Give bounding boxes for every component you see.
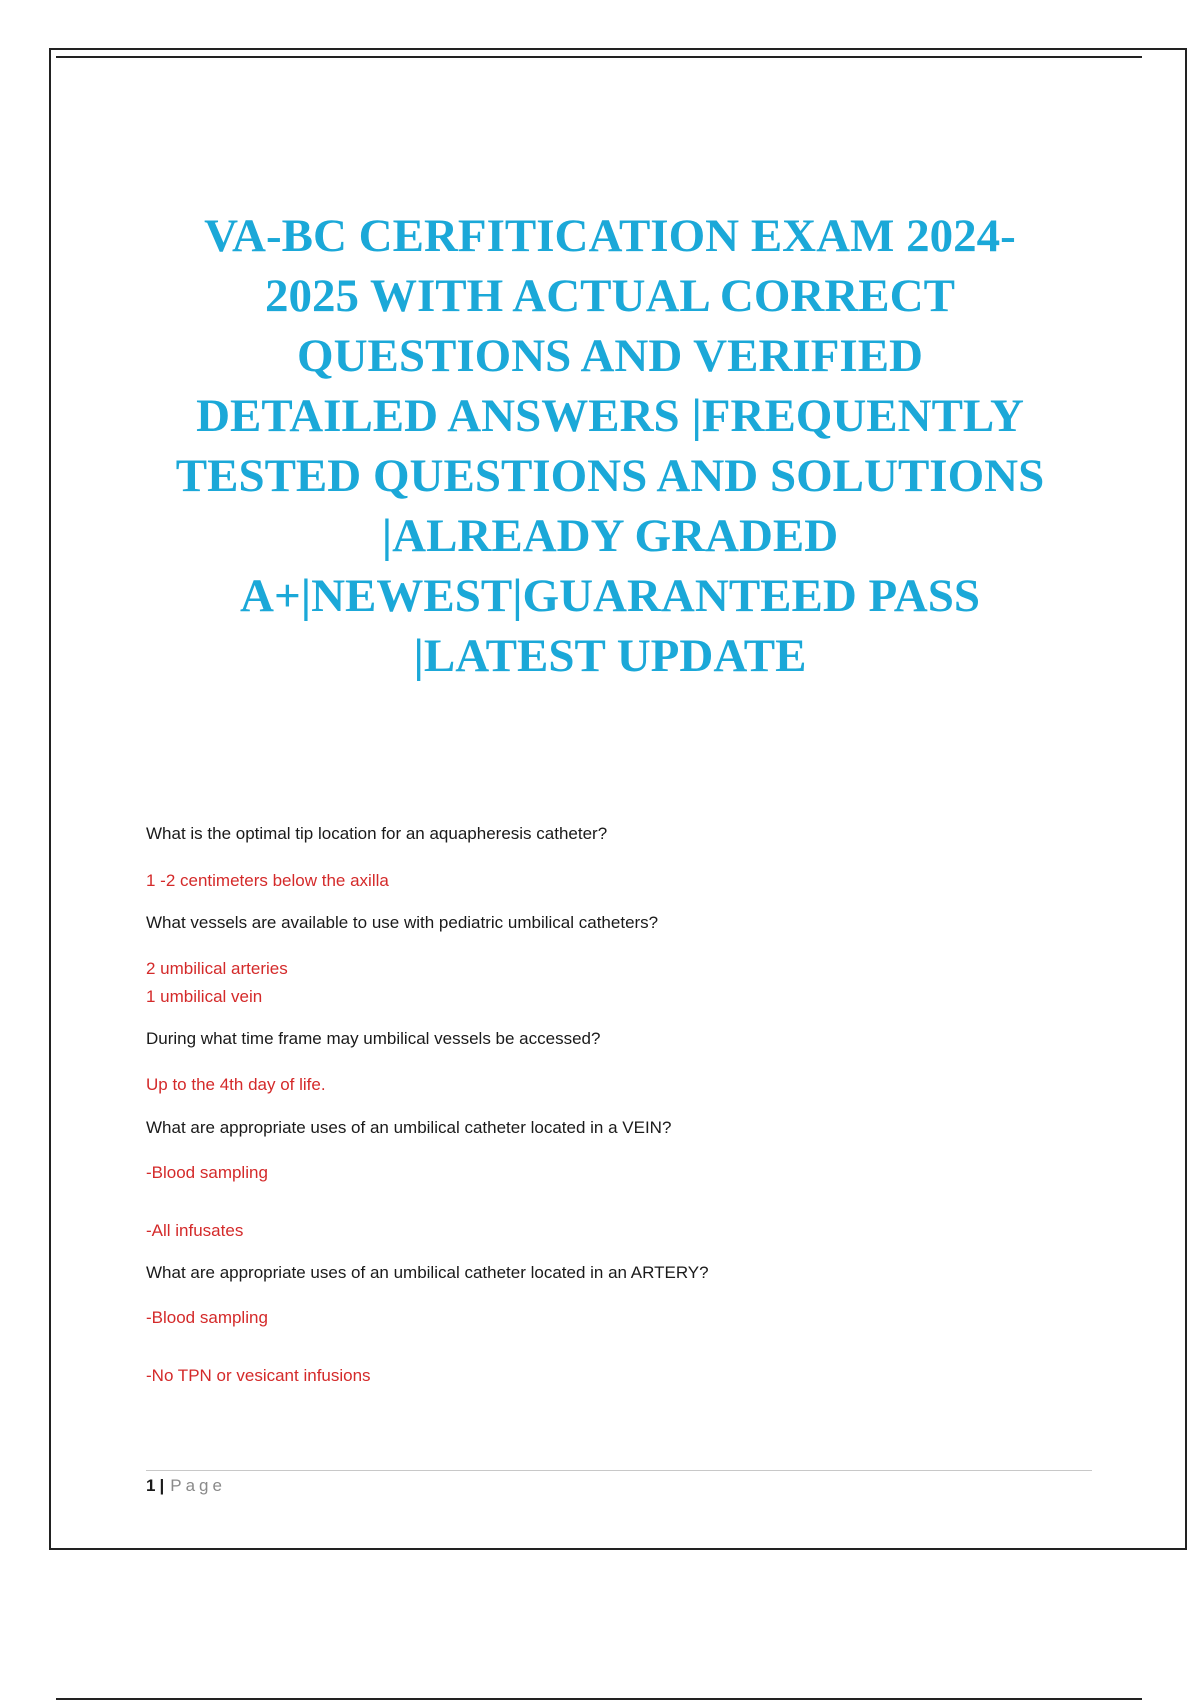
title-line: |ALREADY GRADED [381, 510, 839, 562]
page-footer [146, 1474, 226, 1498]
question-5: What are appropriate uses of an umbilical catheter located in an ARTERY? [146, 1263, 709, 1282]
title-line: 2025 WITH ACTUAL CORRECT [265, 270, 955, 322]
title-line: TESTED QUESTIONS AND SOLUTIONS [175, 450, 1045, 502]
question-4: What are appropriate uses of an umbilical catheter located in a VEIN? [146, 1118, 672, 1137]
answer-1: 1 -2 centimeters below the axilla [146, 871, 389, 890]
page-number: 1 [146, 1476, 156, 1495]
question-3: During what time frame may umbilical vessels be accessed? [146, 1029, 601, 1048]
question-2: What vessels are available to use with pediatric umbilical catheters? [146, 913, 659, 932]
answer-2-line-1: 2 umbilical arteries [146, 959, 288, 978]
answer-4-line-2: -All infusates [146, 1221, 244, 1240]
title-line: |LATEST UPDATE [413, 630, 807, 682]
question-1: What is the optimal tip location for an aquapheresis catheter? [146, 824, 608, 843]
page-separator: | [159, 1476, 165, 1495]
title-line: VA-BC CERFITICATION EXAM 2024- [204, 210, 1016, 262]
title-line: DETAILED ANSWERS |FREQUENTLY [196, 390, 1024, 442]
answer-2-line-2: 1 umbilical vein [146, 987, 263, 1006]
qa-list [146, 822, 1106, 1390]
answer-5-line-1: -Blood sampling [146, 1308, 268, 1327]
title-line: A+|NEWEST|GUARANTEED PASS [240, 570, 980, 622]
document-title [120, 206, 1100, 686]
title-line: QUESTIONS AND VERIFIED [297, 330, 923, 382]
answer-5-line-2: -No TPN or vesicant infusions [146, 1366, 371, 1385]
answer-4-line-1: -Blood sampling [146, 1163, 268, 1182]
page-label: Page [170, 1476, 226, 1495]
answer-3: Up to the 4th day of life. [146, 1075, 326, 1094]
footer-rule [146, 1470, 1092, 1471]
